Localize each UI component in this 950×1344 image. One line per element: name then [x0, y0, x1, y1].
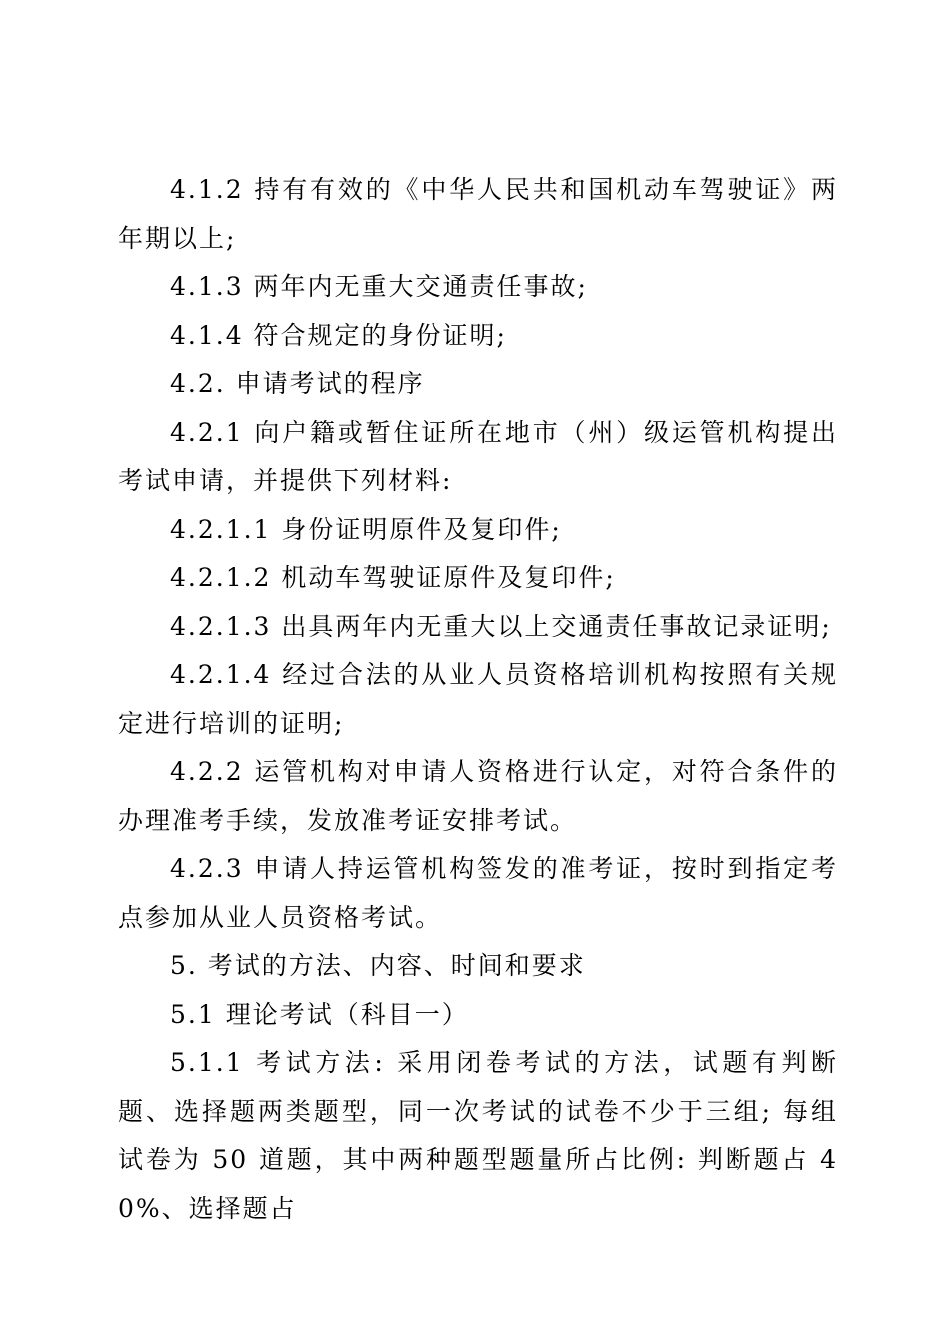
- paragraph-4-1-2: 4.1.2 持有有效的《中华人民共和国机动车驾驶证》两年期以上;: [118, 175, 838, 253]
- paragraph-4-2-1-2: 4.2.1.2 机动车驾驶证原件及复印件;: [170, 563, 616, 592]
- document-body: [118, 166, 838, 1233]
- heading-4-2: 4.2. 申请考试的程序: [170, 369, 425, 398]
- paragraph-4-2-1-1: 4.2.1.1 身份证明原件及复印件;: [170, 514, 562, 544]
- paragraph-4-2-2: 4.2.2 运管机构对申请人资格进行认定，对符合条件的办理准考手续，发放准考证安排考试。: [118, 757, 838, 835]
- paragraph-4-1-4: 4.1.4 符合规定的身份证明;: [170, 320, 507, 350]
- heading-5: 5. 考试的方法、内容、时间和要求: [170, 951, 586, 980]
- paragraph-4-2-1-4: 4.2.1.4 经过合法的从业人员资格培训机构按照有关规定进行培训的证明;: [118, 660, 838, 738]
- paragraph-5-1-1: 5.1.1 考试方法: 采用闭卷考试的方法，试题有判断题、选择题两类题型，同一次考试的试卷不少于三组; 每组试卷为 50 道题，其中两种题型题量所占比例: 判断题占 40%、选择题占: [118, 1048, 838, 1223]
- paragraph-4-2-1: 4.2.1 向户籍或暂住证所在地市（州）级运管机构提出考试申请，并提供下列材料:: [118, 417, 838, 495]
- heading-5-1: 5.1 理论考试（科目一）: [170, 999, 469, 1029]
- paragraph-4-2-1-3: 4.2.1.3 出具两年内无重大以上交通责任事故记录证明;: [170, 611, 832, 641]
- paragraph-4-1-3: 4.1.3 两年内无重大交通责任事故;: [170, 272, 588, 301]
- paragraph-4-2-3: 4.2.3 申请人持运管机构签发的准考证，按时到指定考点参加从业人员资格考试。: [118, 854, 838, 932]
